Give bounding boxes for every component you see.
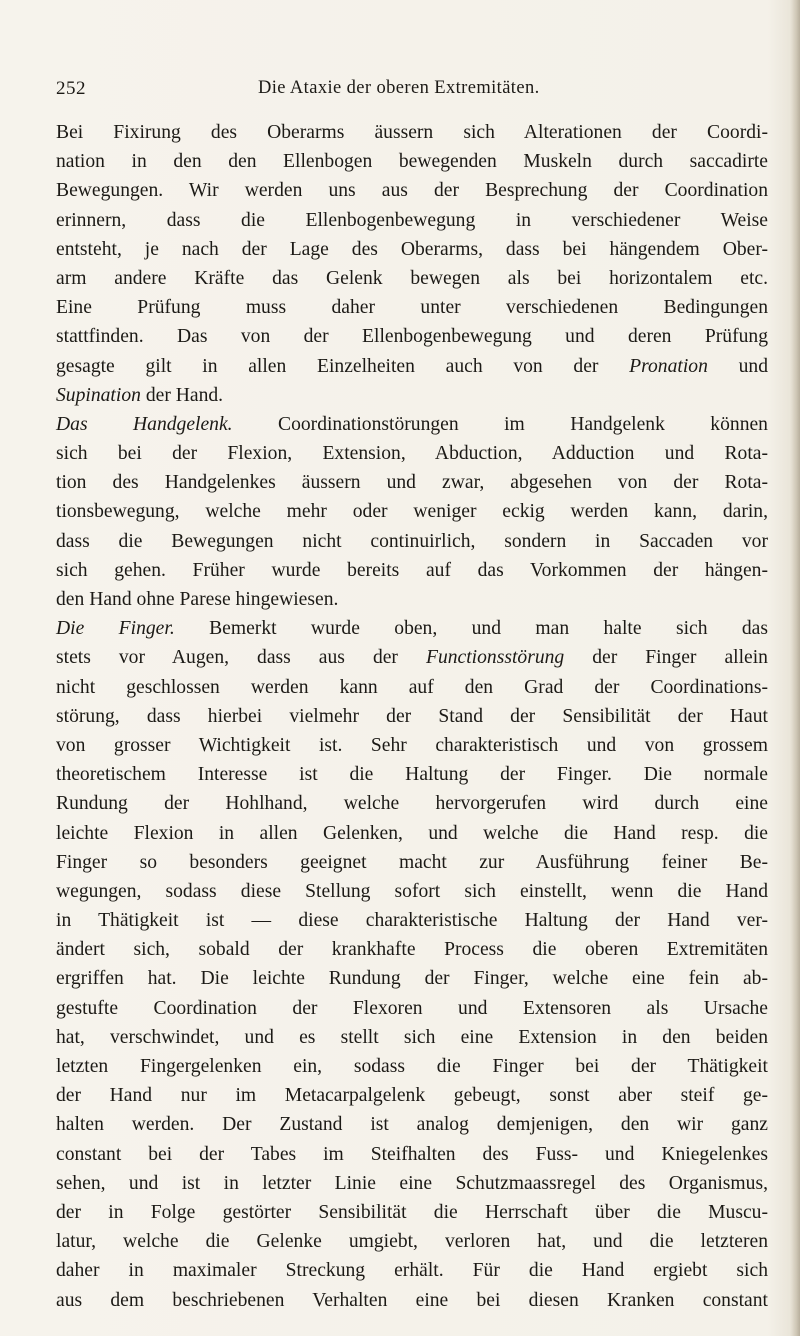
text-line: aus dem beschriebenen Verhalten eine bei diesen Kranken constant bbox=[56, 1289, 768, 1311]
text-line: sich gehen. Früher wurde bereits auf das Vorkommen der hängen- bbox=[56, 559, 768, 581]
text-line: constant bei der Tabes im Steifhalten des Fuss- und Kniegelenkes bbox=[56, 1143, 768, 1165]
text-line: dass die Bewegungen nicht continuirlich, sondern in Saccaden vor bbox=[56, 530, 768, 552]
italic-term: Supination bbox=[56, 384, 141, 406]
text-line: Bei Fixirung des Oberarms äussern sich Alterationen der Coordi- bbox=[56, 122, 768, 143]
text-line: störung, dass hierbei vielmehr der Stand der Sensibilität der Haut bbox=[56, 705, 768, 727]
italic-term: Pronation bbox=[629, 355, 708, 377]
text-line: daher in maximaler Streckung erhält. Für die Hand ergiebt sich bbox=[56, 1260, 768, 1282]
text-line: der in Folge gestörter Sensibilität die Herrschaft über die Muscu- bbox=[56, 1201, 768, 1223]
text-line: nation in den den Ellenbogen bewegenden Muskeln durch saccadirte bbox=[56, 151, 768, 173]
text-line: gestufte Coordination der Flexoren und Extensoren als Ursache bbox=[56, 997, 768, 1019]
text-line: den Hand ohne Parese hingewiesen. bbox=[56, 589, 339, 610]
text-line: stattfinden. Das von der Ellenbogenbewegung und deren Prüfung bbox=[56, 326, 768, 348]
text-line: Finger so besonders geeignet macht zur Ausführung feiner Be- bbox=[56, 851, 768, 873]
text-line: stets vor Augen, dass aus der Functionsstörung der Finger allein bbox=[56, 647, 768, 669]
page-edge-shadow bbox=[790, 0, 800, 1336]
text-line: halten werden. Der Zustand ist analog demjenigen, den wir ganz bbox=[56, 1114, 768, 1136]
text-line: Bewegungen. Wir werden uns aus der Besprechung der Coordination bbox=[56, 180, 768, 202]
text-line: Eine Prüfung muss daher unter verschiedenen Bedingungen bbox=[56, 297, 768, 319]
text-line: wegungen, sodass diese Stellung sofort sich einstellt, wenn die Hand bbox=[56, 880, 768, 902]
italic-term: Functionsstörung bbox=[425, 647, 565, 669]
page-header bbox=[56, 78, 756, 102]
text-line: in Thätigkeit ist — diese charakteristische Haltung der Hand ver- bbox=[56, 910, 768, 932]
text-line: ergriffen hat. Die leichte Rundung der Finger, welche eine fein ab- bbox=[56, 968, 768, 990]
text-line: latur, welche die Gelenke umgiebt, verloren hat, und die letzteren bbox=[56, 1231, 768, 1253]
section-heading-italic: Das Handgelenk. bbox=[56, 413, 233, 435]
text-line: Die Finger. Bemerkt wurde oben, und man halte sich das bbox=[56, 618, 768, 640]
text-line: der Hand nur im Metacarpalgelenk gebeugt, sonst aber steif ge- bbox=[56, 1085, 768, 1107]
text-line: entsteht, je nach der Lage des Oberarms, dass bei hängendem Ober- bbox=[56, 238, 768, 260]
body-text bbox=[56, 118, 768, 1315]
section-heading-italic: Die Finger. bbox=[56, 618, 175, 640]
text-line: gesagte gilt in allen Einzelheiten auch von der Pronation und bbox=[56, 355, 768, 377]
text-line: theoretischem Interesse ist die Haltung der Finger. Die normale bbox=[56, 764, 768, 786]
text-line: letzten Fingergelenken ein, sodass die Finger bei der Thätigkeit bbox=[56, 1056, 768, 1077]
text-line: sich bei der Flexion, Extension, Abduction, Adduction und Rota- bbox=[56, 443, 768, 465]
text-line: sehen, und ist in letzter Linie eine Schutzmaassregel des Organismus, bbox=[56, 1172, 768, 1194]
text-line: hat, verschwindet, und es stellt sich eine Extension in den beiden bbox=[56, 1026, 768, 1048]
text-line: ändert sich, sobald der krankhafte Process die oberen Extremitäten bbox=[56, 939, 768, 961]
text-line: erinnern, dass die Ellenbogenbewegung in verschiedener Weise bbox=[56, 209, 768, 231]
text-line: Das Handgelenk. Coordinationstörungen im Handgelenk können bbox=[56, 413, 768, 435]
running-head: Die Ataxie der oberen Extremitäten. bbox=[258, 78, 540, 98]
page-number: 252 bbox=[56, 78, 86, 99]
text-line: tionsbewegung, welche mehr oder weniger eckig werden kann, darin, bbox=[56, 501, 768, 523]
text-line: leichte Flexion in allen Gelenken, und welche die Hand resp. die bbox=[56, 822, 768, 844]
text-line: tion des Handgelenkes äussern und zwar, abgesehen von der Rota- bbox=[56, 472, 768, 494]
text-line: Supination der Hand. bbox=[56, 384, 224, 406]
text-line: arm andere Kräfte das Gelenk bewegen als bei horizontalem etc. bbox=[56, 267, 768, 289]
text-line: Rundung der Hohlhand, welche hervorgerufen wird durch eine bbox=[56, 793, 768, 815]
text-line: von grosser Wichtigkeit ist. Sehr charakteristisch und von grossem bbox=[56, 734, 768, 756]
text-line: nicht geschlossen werden kann auf den Grad der Coordinations- bbox=[56, 676, 768, 698]
